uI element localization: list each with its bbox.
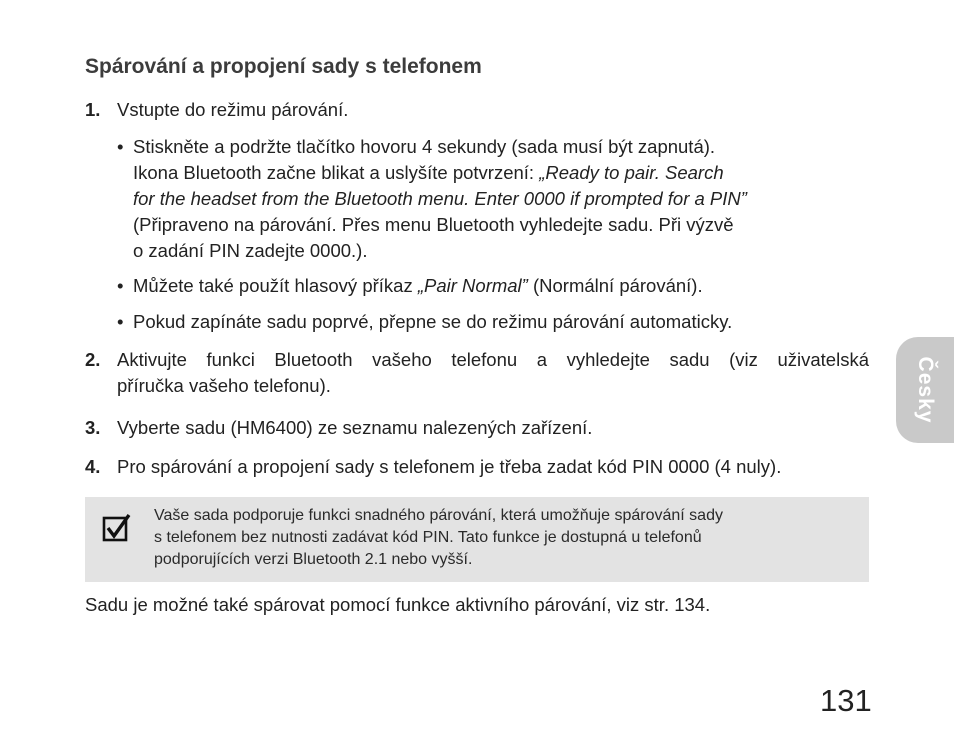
note-box — [85, 497, 869, 582]
bullet-quote: „Pair Normal” — [417, 275, 528, 296]
step-number: 2. — [85, 349, 101, 370]
checkbox-checked-icon — [102, 513, 132, 543]
bullet-dot: • — [117, 311, 124, 332]
language-tab-label: Česky — [914, 356, 937, 424]
bullet-line: o zadání PIN zadejte 0000.). — [133, 240, 368, 261]
note-line: podporujících verzi Bluetooth 2.1 nebo vyšší. — [154, 551, 473, 568]
note-line: s telefonem bez nutnosti zadávat kód PIN. Tato funkce je dostupná u telefonů — [154, 529, 702, 546]
note-text — [154, 505, 844, 571]
step-line: Aktivujte funkci Bluetooth vašeho telefonu a vyhledejte sadu (viz uživatelská — [117, 349, 869, 370]
step-4 — [85, 454, 869, 480]
bullet-item — [117, 134, 837, 264]
note-line: Vaše sada podporuje funkci snadného párování, která umožňuje spárování sady — [154, 507, 723, 524]
bullet-line: (Připraveno na párování. Přes menu Bluetooth vyhledejte sadu. Při výzvě — [133, 214, 734, 235]
section-heading: Spárování a propojení sady s telefonem — [85, 55, 482, 78]
bullet-quote: „Ready to pair. Search — [539, 162, 724, 183]
page-number: 131 — [820, 683, 872, 718]
bullet-dot: • — [117, 275, 124, 296]
bullet-text-prefix: Ikona Bluetooth začne blikat a uslyšíte potvrzení: — [133, 162, 540, 183]
step-text: Vstupte do režimu párování. — [117, 99, 349, 120]
bullet-text — [133, 273, 837, 299]
step-number: 1. — [85, 99, 101, 120]
language-tab — [896, 337, 954, 443]
step-line: příručka vašeho telefonu). — [117, 375, 331, 396]
bullet-text-suffix: (Normální párování). — [527, 275, 703, 296]
bullet-text-prefix: Můžete také použít hlasový příkaz — [133, 275, 418, 296]
step-number: 4. — [85, 456, 101, 477]
step-text: Pro spárování a propojení sady s telefonem je třeba zadat kód PIN 0000 (4 nuly). — [117, 456, 782, 477]
bullet-quote: for the headset from the Bluetooth menu. Enter 0000 if prompted for a PIN” — [133, 188, 747, 209]
bullet-item — [117, 273, 837, 299]
step-text — [117, 347, 869, 399]
bullet-text: Pokud zapínáte sadu poprvé, přepne se do režimu párování automaticky. — [133, 311, 733, 332]
bullet-text — [133, 134, 837, 264]
step-2 — [85, 347, 869, 399]
closing-paragraph: Sadu je možné také spárovat pomocí funkce aktivního párování, viz str. 134. — [85, 594, 711, 615]
step-3 — [85, 415, 869, 441]
step-text: Vyberte sadu (HM6400) ze seznamu nalezených zařízení. — [117, 417, 593, 438]
bullet-line — [133, 160, 837, 186]
bullet-item — [117, 309, 837, 335]
bullet-dot: • — [117, 136, 124, 157]
bullet-line: Stiskněte a podržte tlačítko hovoru 4 sekundy (sada musí být zapnutá). — [133, 136, 716, 157]
step-1 — [85, 97, 869, 123]
step-number: 3. — [85, 417, 101, 438]
